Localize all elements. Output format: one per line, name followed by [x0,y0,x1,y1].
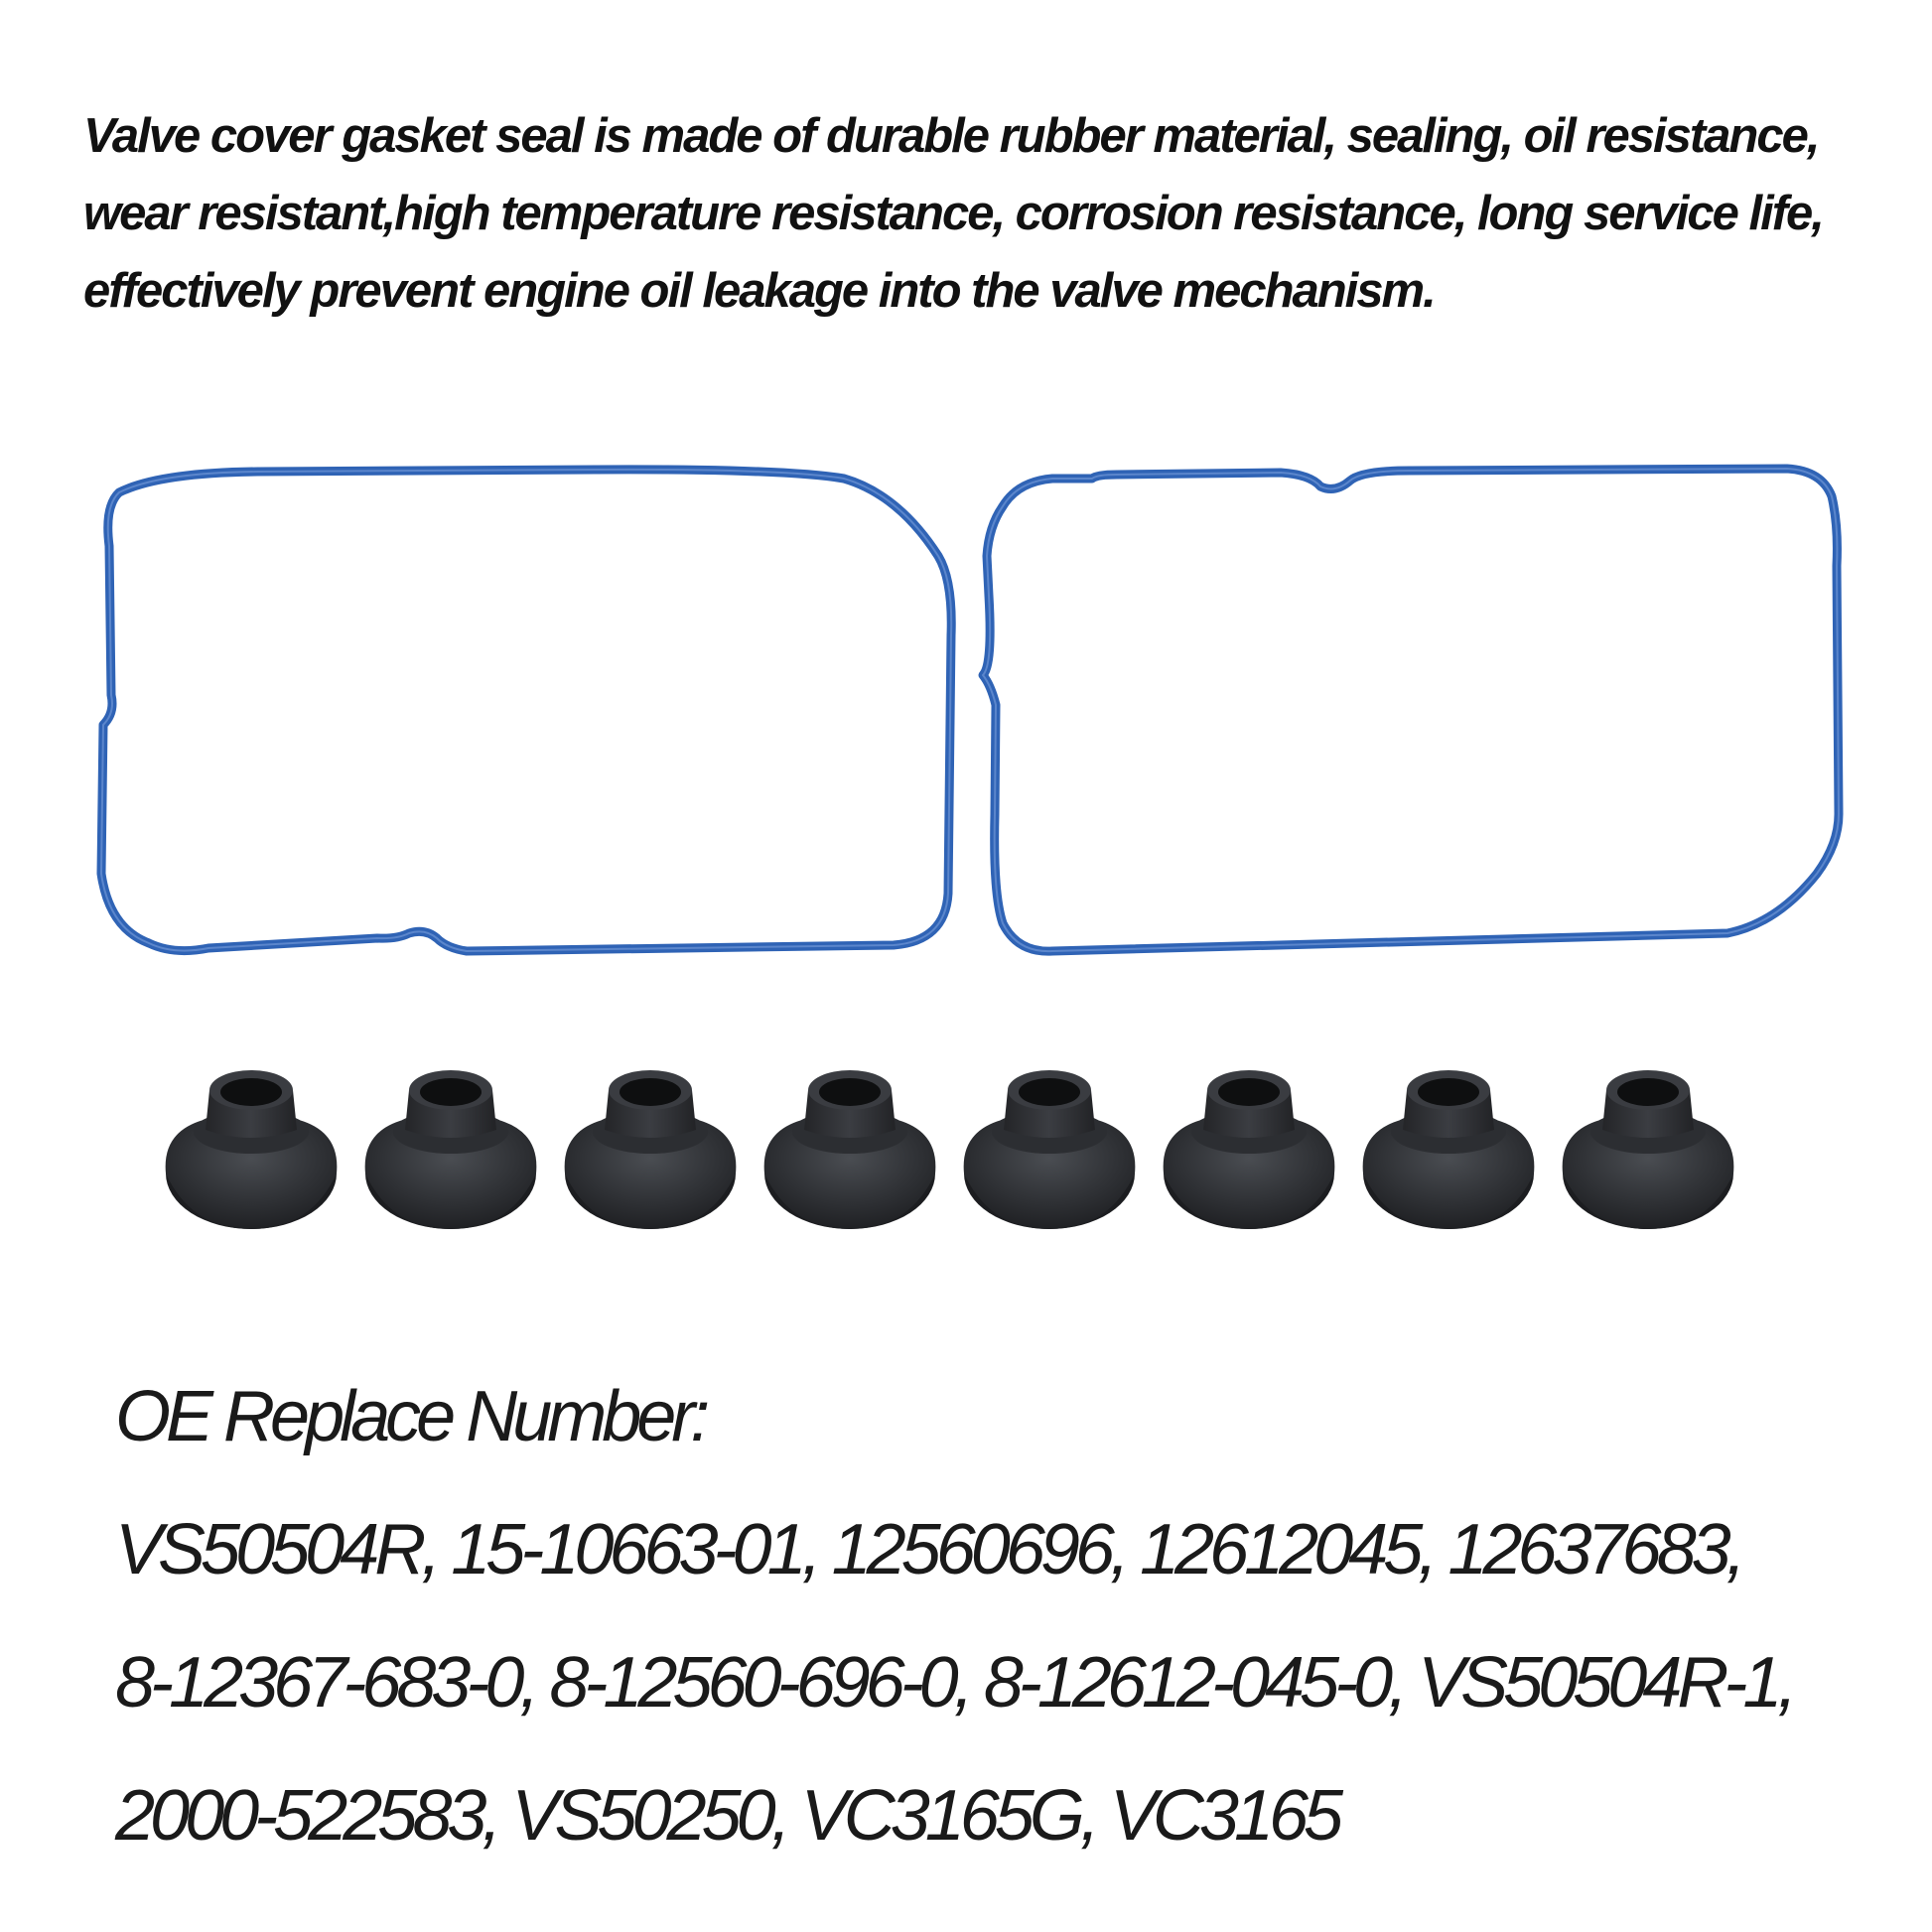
oe-replace-numbers [115,1350,1882,1882]
grommet-5 [964,1070,1136,1229]
grommet-7 [1363,1070,1535,1229]
oe-numbers-line-3: 2000-522583, VS50250, VC3165G, VC3165 [115,1776,1339,1856]
description-line-1: Valve cover gasket seal is made of durable rubber material, sealing, oil resistance, [83,109,1819,163]
oe-numbers-line-1: VS50504R, 15-10663-01, 12560696, 12612045, 12637683, [115,1510,1741,1589]
product-description [83,97,1870,330]
grommet-3 [565,1070,737,1229]
oe-title: OE Replace Number: [115,1377,706,1456]
grommet-2 [365,1070,537,1229]
oe-numbers-line-2: 8-12367-683-0, 8-12560-696-0, 8-12612-045-0, VS50504R-1, [115,1643,1793,1723]
grommet-1 [166,1070,338,1229]
grommet-6 [1164,1070,1335,1229]
grommet-8 [1563,1070,1734,1229]
valve-cover-gasket-right [983,469,1839,951]
description-line-2: wear resistant,high temperature resistance, corrosion resistance, long service life, [83,187,1823,240]
description-line-3: effectively prevent engine oil leakage into the valve mechanism. [83,264,1435,318]
grommet-4 [764,1070,936,1229]
product-photo [0,437,1932,1271]
valve-cover-gasket-left [101,470,951,951]
